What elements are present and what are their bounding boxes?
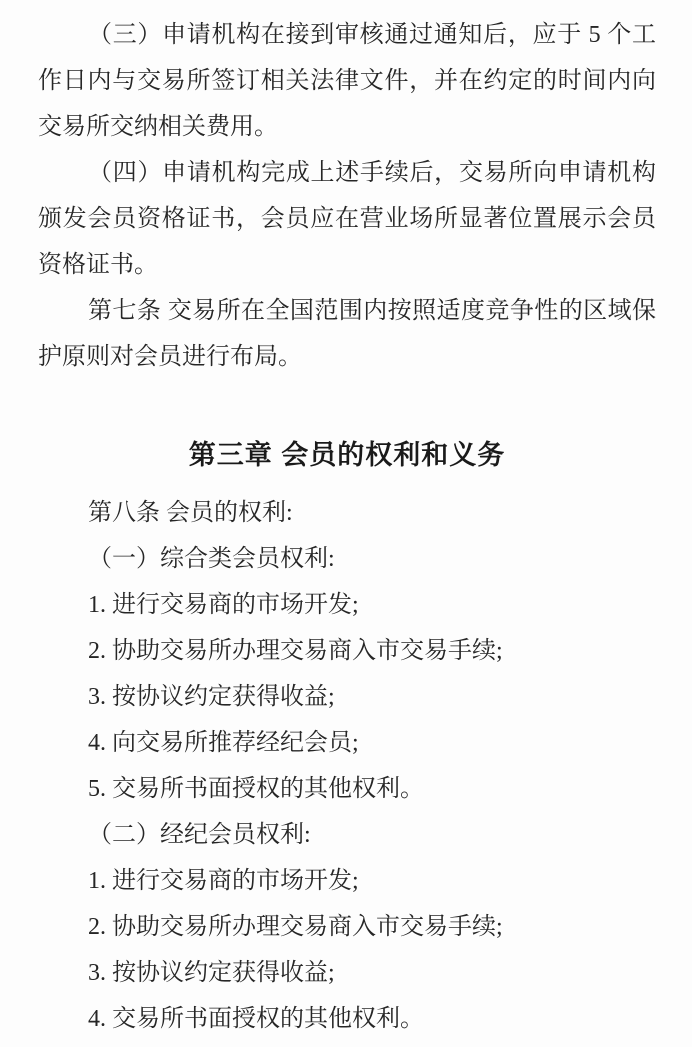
subsection-one-heading: （一）综合类会员权利: (88, 546, 335, 572)
comprehensive-member-right-2: 2. 协助交易所办理交易商入市交易手续; (88, 638, 503, 664)
broker-member-right-1: 1. 进行交易商的市场开发; (88, 868, 359, 894)
paragraph-item-three: （三）申请机构在接到审核通过通知后，应于 5 个工作日内与交易所签订相关法律文件，并在约定的时间内向交易所交纳相关费用。 (38, 22, 656, 140)
broker-member-right-3: 3. 按协议约定获得收益; (88, 960, 335, 986)
comprehensive-member-right-1: 1. 进行交易商的市场开发; (88, 592, 359, 618)
paragraph-item-four: （四）申请机构完成上述手续后，交易所向申请机构颁发会员资格证书，会员应在营业场所显著位置展示会员资格证书。 (38, 160, 656, 278)
comprehensive-member-right-4: 4. 向交易所推荐经纪会员; (88, 730, 359, 756)
comprehensive-member-right-5: 5. 交易所书面授权的其他权利。 (88, 776, 424, 802)
broker-member-right-4: 4. 交易所书面授权的其他权利。 (88, 1006, 424, 1032)
paragraph-article-7: 第七条 交易所在全国范围内按照适度竞争性的区域保护原则对会员进行布局。 (38, 298, 656, 370)
comprehensive-member-right-3: 3. 按协议约定获得收益; (88, 684, 335, 710)
paragraph-article-8: 第八条 会员的权利: (88, 500, 293, 526)
chapter-3-heading: 第三章 会员的权利和义务 (188, 440, 506, 470)
subsection-two-heading: （二）经纪会员权利: (88, 822, 311, 848)
broker-member-right-2: 2. 协助交易所办理交易商入市交易手续; (88, 914, 503, 940)
